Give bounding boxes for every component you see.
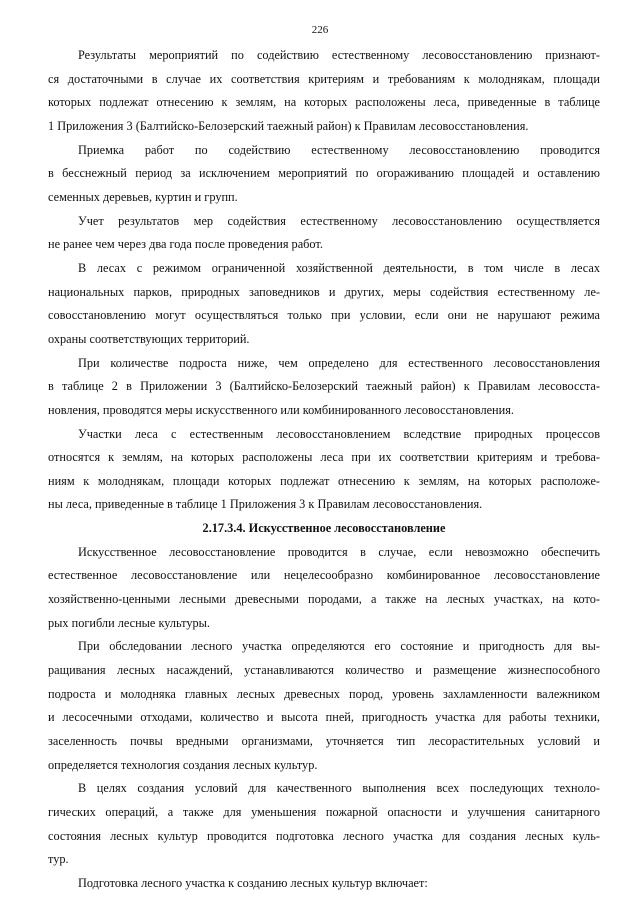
text-line: тур. [48,852,69,867]
text-line: заселенность почвы вредными организмами, уточняется тип лесорастительных условий и [48,734,600,749]
text-line: ны леса, приведенные в таблице 1 Приложения 3 к Правилам лесовосстановления. [48,497,483,512]
text-line: В лесах с режимом ограниченной хозяйственной деятельности, в том числе в лесах [78,260,600,275]
text-line: При обследовании лесного участка определяются его состояние и пригодность для вы- [78,639,600,654]
text-line: совосстановлению могут осуществляться только при условии, если они не нарушают режима [48,308,600,323]
text-line: национальных парков, природных заповедников и других, меры содействия естественному ле- [48,284,600,299]
text-line: ся достаточными в случае их соответствия критериям и требованиям к молоднякам, площади [48,71,600,86]
text-line: Результаты мероприятий по содействию естественному лесовосстановлению признают- [78,48,600,62]
text-line: В целях создания условий для качественного выполнения всех последующих техноло- [78,781,600,796]
text-line: Подготовка лесного участка к созданию лесных культур включает: [78,875,428,890]
text-line: ращивания лесных насаждений, устанавливаются количество и размещение жизнеспособного [48,663,600,678]
section-heading: 2.17.3.4. Искусственное лесовосстановление [202,521,446,536]
text-line: в бесснежный период за исключением мероприятий по огораживанию площадей и оставлению [48,166,600,181]
text-line: которых подлежат отнесению к землям, на которых расположены леса, приведенные в таблице [48,95,600,110]
text-line: определяется технология создания лесных культур. [48,757,318,772]
text-line: Участки леса с естественным лесовосстановлением вследствие природных процессов [78,426,600,441]
text-line: не ранее чем через два года после проведения работ. [48,237,323,252]
text-line: и лесосечными отходами, количество и высота пней, пригодность участка для работы техники, [48,710,600,725]
text-line: семенных деревьев, куртин и групп. [48,189,238,204]
text-line: относятся к землям, на которых расположены леса при их соответствии критериям и требова- [48,450,600,465]
text-line: естественное лесовосстановление или нецелесообразно комбинированное лесовосстановление [48,568,600,583]
document-body [48,44,600,896]
text-line: ниям к молоднякам, площади которых подлежат отнесению к землям, на которых расположе- [48,473,600,488]
text-line: хозяйственно-ценными лесными древесными породами, а также на лесных участках, на кото- [48,592,600,607]
text-line: состояния лесных культур проводится подготовка лесного участка для создания лесных куль- [48,828,600,843]
text-line: гических операций, а также для уменьшения пожарной опасности и улучшения санитарного [48,805,600,819]
text-line: рых погибли лесные культуры. [48,615,210,630]
text-line: в таблице 2 в Приложении 3 (Балтийско-Белозерский таежный район) к Правилам лесовосста- [48,379,600,394]
text-line: 1 Приложения 3 (Балтийско-Белозерский таежный район) к Правилам лесовосстановления. [48,118,529,133]
text-line: подроста и молодняка главных лесных древесных пород, уровень захламленности валежником [48,686,600,701]
text-line: При количестве подроста ниже, чем определено для естественного лесовосстановления [78,355,600,370]
text-line: Искусственное лесовосстановление проводится в случае, если невозможно обеспечить [78,544,600,559]
text-line: новления, проводятся меры искусственного или комбинированного лесовосстановления. [48,402,514,417]
page-number: 226 [311,24,329,36]
text-line: Учет результатов мер содействия естественному лесовосстановлению осуществляется [78,213,600,228]
text-line: охраны соответствующих территорий. [48,331,250,346]
text-line: Приемка работ по содействию естественному лесовосстановлению проводится [78,142,600,157]
